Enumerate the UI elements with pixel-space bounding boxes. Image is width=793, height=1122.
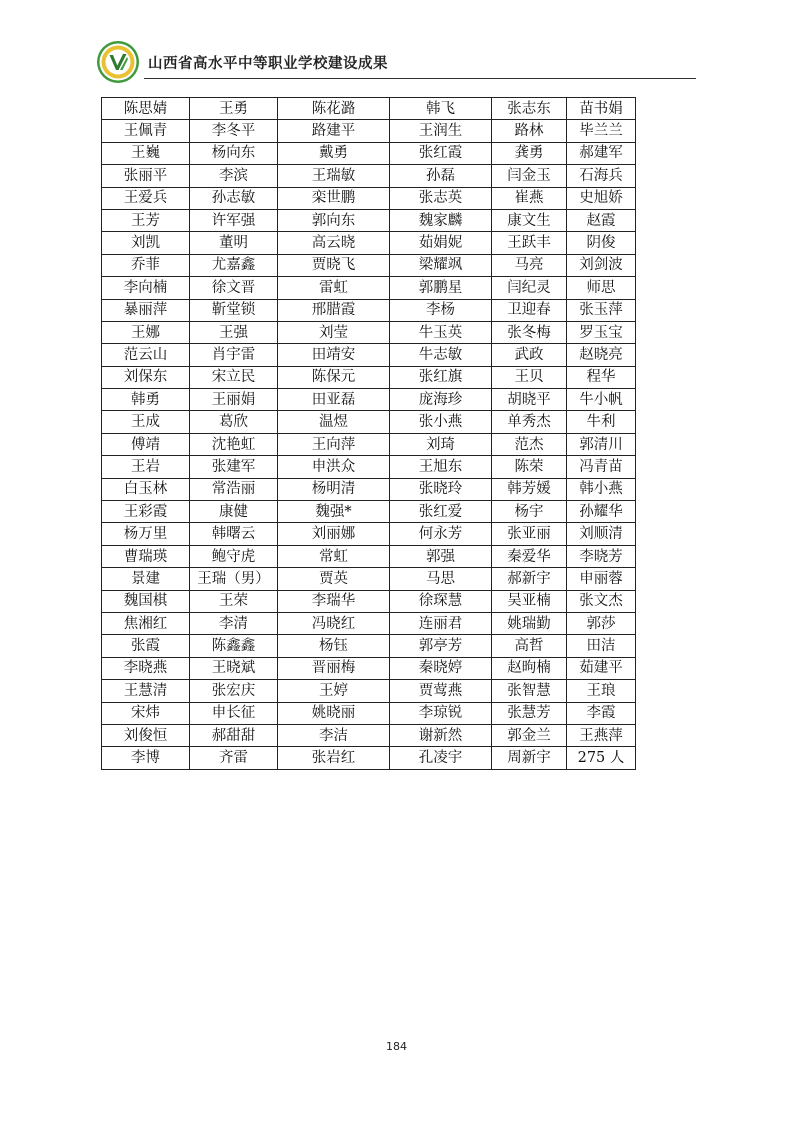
table-row [102,411,636,433]
table-cell: 郝新宇 [492,568,567,590]
table-cell: 孙耀华 [567,501,636,523]
table-row [102,724,636,746]
table-cell: 王娜 [102,321,190,343]
table-cell: 张智慧 [492,680,567,702]
table-row [102,635,636,657]
school-logo-icon [96,40,140,84]
table-cell: 沈艳虹 [190,433,278,455]
table-cell: 魏强* [278,501,390,523]
table-row [102,433,636,455]
table-cell: 王晓斌 [190,657,278,679]
table-cell: 田靖安 [278,344,390,366]
table-cell: 韩小燕 [567,478,636,500]
table-cell: 张志英 [390,187,492,209]
table-cell: 范杰 [492,433,567,455]
table-cell: 谢新然 [390,724,492,746]
table-cell: 王向萍 [278,433,390,455]
table-cell: 常浩丽 [190,478,278,500]
table-cell: 石海兵 [567,165,636,187]
table-cell: 路林 [492,120,567,142]
table-cell: 景建 [102,568,190,590]
table-cell: 靳堂锁 [190,299,278,321]
table-cell: 郭鹏星 [390,277,492,299]
table-cell: 何永芳 [390,523,492,545]
table-cell: 王芳 [102,209,190,231]
table-cell: 晋丽梅 [278,657,390,679]
header-divider [144,78,696,79]
table-row [102,277,636,299]
table-cell: 王婷 [278,680,390,702]
table-cell: 杨宇 [492,501,567,523]
table-cell: 梁耀飒 [390,254,492,276]
table-cell: 郝甜甜 [190,724,278,746]
table-cell: 张慧芳 [492,702,567,724]
table-cell: 田洁 [567,635,636,657]
table-row [102,590,636,612]
table-cell: 贾晓飞 [278,254,390,276]
table-cell: 孙磊 [390,165,492,187]
table-cell: 李向楠 [102,277,190,299]
table-cell: 葛欣 [190,411,278,433]
table-cell: 曹瑞瑛 [102,545,190,567]
table-cell: 刘丽娜 [278,523,390,545]
table-row [102,501,636,523]
table-cell: 杨向东 [190,142,278,164]
table-cell: 康文生 [492,209,567,231]
table-cell: 张玉萍 [567,299,636,321]
table-cell: 李冬平 [190,120,278,142]
table-cell: 王瑞（男） [190,568,278,590]
table-cell: 郭莎 [567,612,636,634]
table-row [102,680,636,702]
table-cell: 师思 [567,277,636,299]
table-cell: 张文杰 [567,590,636,612]
table-cell: 许军强 [190,209,278,231]
table-cell: 姚瑞勤 [492,612,567,634]
table-cell: 王强 [190,321,278,343]
table-row [102,120,636,142]
table-cell: 肖宇雷 [190,344,278,366]
table-cell: 路建平 [278,120,390,142]
table-cell: 马亮 [492,254,567,276]
table-cell: 杨明清 [278,478,390,500]
table-row [102,478,636,500]
table-cell: 韩飞 [390,98,492,120]
table-cell: 邢腊霞 [278,299,390,321]
table-row [102,187,636,209]
table-cell: 徐文晋 [190,277,278,299]
table-row [102,456,636,478]
table-cell: 张晓玲 [390,478,492,500]
table-cell: 胡晓平 [492,389,567,411]
table-row [102,747,636,769]
table-cell: 周新宇 [492,747,567,769]
table-cell: 郭向东 [278,209,390,231]
table-row [102,232,636,254]
table-cell: 王慧清 [102,680,190,702]
table-cell: 孔凌宇 [390,747,492,769]
table-cell: 李博 [102,747,190,769]
table-cell: 刘琦 [390,433,492,455]
table-row [102,344,636,366]
table-cell: 王荣 [190,590,278,612]
name-list-table [101,97,636,770]
table-cell: 赵霞 [567,209,636,231]
table-cell: 单秀杰 [492,411,567,433]
table-row [102,366,636,388]
table-cell: 刘俊恒 [102,724,190,746]
table-cell: 高哲 [492,635,567,657]
table-cell: 张亚丽 [492,523,567,545]
table-cell: 张红旗 [390,366,492,388]
table-cell: 崔燕 [492,187,567,209]
table-cell: 茹娟妮 [390,232,492,254]
table-cell: 鲍守虎 [190,545,278,567]
table-cell: 李琼锐 [390,702,492,724]
page-number: 184 [386,1040,407,1053]
table-cell: 王佩青 [102,120,190,142]
table-cell: 陈保元 [278,366,390,388]
table-cell: 尤嘉鑫 [190,254,278,276]
table-cell: 董明 [190,232,278,254]
table-cell: 康健 [190,501,278,523]
table-cell: 王岩 [102,456,190,478]
table-cell: 闫金玉 [492,165,567,187]
table-cell: 王成 [102,411,190,433]
table-cell: 牛志敏 [390,344,492,366]
table-cell: 雷虹 [278,277,390,299]
table-cell: 张宏庆 [190,680,278,702]
table-cell: 韩芳媛 [492,478,567,500]
table-cell: 武政 [492,344,567,366]
table-cell: 王旭东 [390,456,492,478]
table-cell: 连丽君 [390,612,492,634]
table-cell: 茹建平 [567,657,636,679]
table-cell: 刘顺清 [567,523,636,545]
table-row [102,702,636,724]
table-cell: 韩勇 [102,389,190,411]
table-cell: 张丽平 [102,165,190,187]
table-row [102,142,636,164]
table-cell: 徐琛慧 [390,590,492,612]
table-cell: 郝建军 [567,142,636,164]
table-cell: 张冬梅 [492,321,567,343]
table-cell: 王彩霞 [102,501,190,523]
table-cell: 栾世鹏 [278,187,390,209]
table-cell: 申洪众 [278,456,390,478]
table-cell: 高云晓 [278,232,390,254]
table-cell: 申长征 [190,702,278,724]
table-cell: 刘保东 [102,366,190,388]
table-row [102,389,636,411]
page-header [96,40,696,86]
table-row [102,209,636,231]
table-cell: 王琅 [567,680,636,702]
table-cell: 王勇 [190,98,278,120]
table-cell: 杨万里 [102,523,190,545]
table-cell: 史旭娇 [567,187,636,209]
table-row [102,545,636,567]
table-cell: 傅靖 [102,433,190,455]
table-cell: 暴丽萍 [102,299,190,321]
table-cell: 李霞 [567,702,636,724]
table-cell: 郭强 [390,545,492,567]
table-cell: 王丽娟 [190,389,278,411]
table-cell: 魏国棋 [102,590,190,612]
table-cell: 齐雷 [190,747,278,769]
table-cell: 杨钰 [278,635,390,657]
table-cell: 王跃丰 [492,232,567,254]
table-cell: 陈荣 [492,456,567,478]
table-cell: 焦湘红 [102,612,190,634]
table-cell: 范云山 [102,344,190,366]
table-cell: 闫纪灵 [492,277,567,299]
table-cell: 王燕萍 [567,724,636,746]
table-cell: 秦晓婷 [390,657,492,679]
table-cell: 郭清川 [567,433,636,455]
table-cell: 陈思婧 [102,98,190,120]
table-cell: 王巍 [102,142,190,164]
table-row [102,254,636,276]
table-cell: 程华 [567,366,636,388]
table-cell: 郭金兰 [492,724,567,746]
table-cell: 申丽蓉 [567,568,636,590]
table-cell: 刘剑波 [567,254,636,276]
table-cell: 张红霞 [390,142,492,164]
table-cell: 姚晓丽 [278,702,390,724]
table-cell: 李滨 [190,165,278,187]
table-cell: 刘莹 [278,321,390,343]
table-cell: 郭亭芳 [390,635,492,657]
table-cell: 阴俊 [567,232,636,254]
table-cell: 秦爱华 [492,545,567,567]
table-cell: 卫迎春 [492,299,567,321]
table-cell: 毕兰兰 [567,120,636,142]
table-cell: 李杨 [390,299,492,321]
table-cell: 李洁 [278,724,390,746]
table-row [102,657,636,679]
table-cell: 王贝 [492,366,567,388]
table-cell: 陈花潞 [278,98,390,120]
table-row [102,299,636,321]
table-row [102,321,636,343]
table-cell: 田亚磊 [278,389,390,411]
table-cell: 孙志敏 [190,187,278,209]
table-cell: 苗书娟 [567,98,636,120]
table-row [102,165,636,187]
table-cell: 李清 [190,612,278,634]
table-cell: 马思 [390,568,492,590]
table-cell: 牛小帆 [567,389,636,411]
header-title: 山西省高水平中等职业学校建设成果 [148,56,388,72]
table-row [102,523,636,545]
table-cell: 赵昫楠 [492,657,567,679]
table-cell: 张小燕 [390,411,492,433]
table-row [102,612,636,634]
table-cell: 温煜 [278,411,390,433]
table-cell: 李晓芳 [567,545,636,567]
table-cell: 乔菲 [102,254,190,276]
table-cell: 宋立民 [190,366,278,388]
table-cell: 常虹 [278,545,390,567]
table-cell: 韩曙云 [190,523,278,545]
table-cell: 白玉林 [102,478,190,500]
table-cell: 冯青苗 [567,456,636,478]
table-cell: 张建军 [190,456,278,478]
table-cell: 贾英 [278,568,390,590]
table-cell: 牛利 [567,411,636,433]
table-cell: 冯晓红 [278,612,390,634]
table-cell: 王润生 [390,120,492,142]
table-cell: 贾莺燕 [390,680,492,702]
table-cell: 魏家麟 [390,209,492,231]
table-cell: 张岩红 [278,747,390,769]
table-row [102,568,636,590]
table-cell: 陈鑫鑫 [190,635,278,657]
table-cell: 牛玉英 [390,321,492,343]
name-list-body [102,98,636,770]
table-cell: 戴勇 [278,142,390,164]
table-cell: 李晓燕 [102,657,190,679]
table-cell: 张霞 [102,635,190,657]
table-cell: 龚勇 [492,142,567,164]
table-cell: 张红爱 [390,501,492,523]
table-cell: 王瑞敏 [278,165,390,187]
table-cell: 宋炜 [102,702,190,724]
table-cell: 张志东 [492,98,567,120]
table-cell: 李瑞华 [278,590,390,612]
table-cell: 王爱兵 [102,187,190,209]
table-cell: 庞海珍 [390,389,492,411]
table-cell: 赵晓亮 [567,344,636,366]
table-cell: 吴亚楠 [492,590,567,612]
table-cell: 刘凯 [102,232,190,254]
table-cell: 275 人 [567,747,636,769]
table-row [102,98,636,120]
table-cell: 罗玉宝 [567,321,636,343]
